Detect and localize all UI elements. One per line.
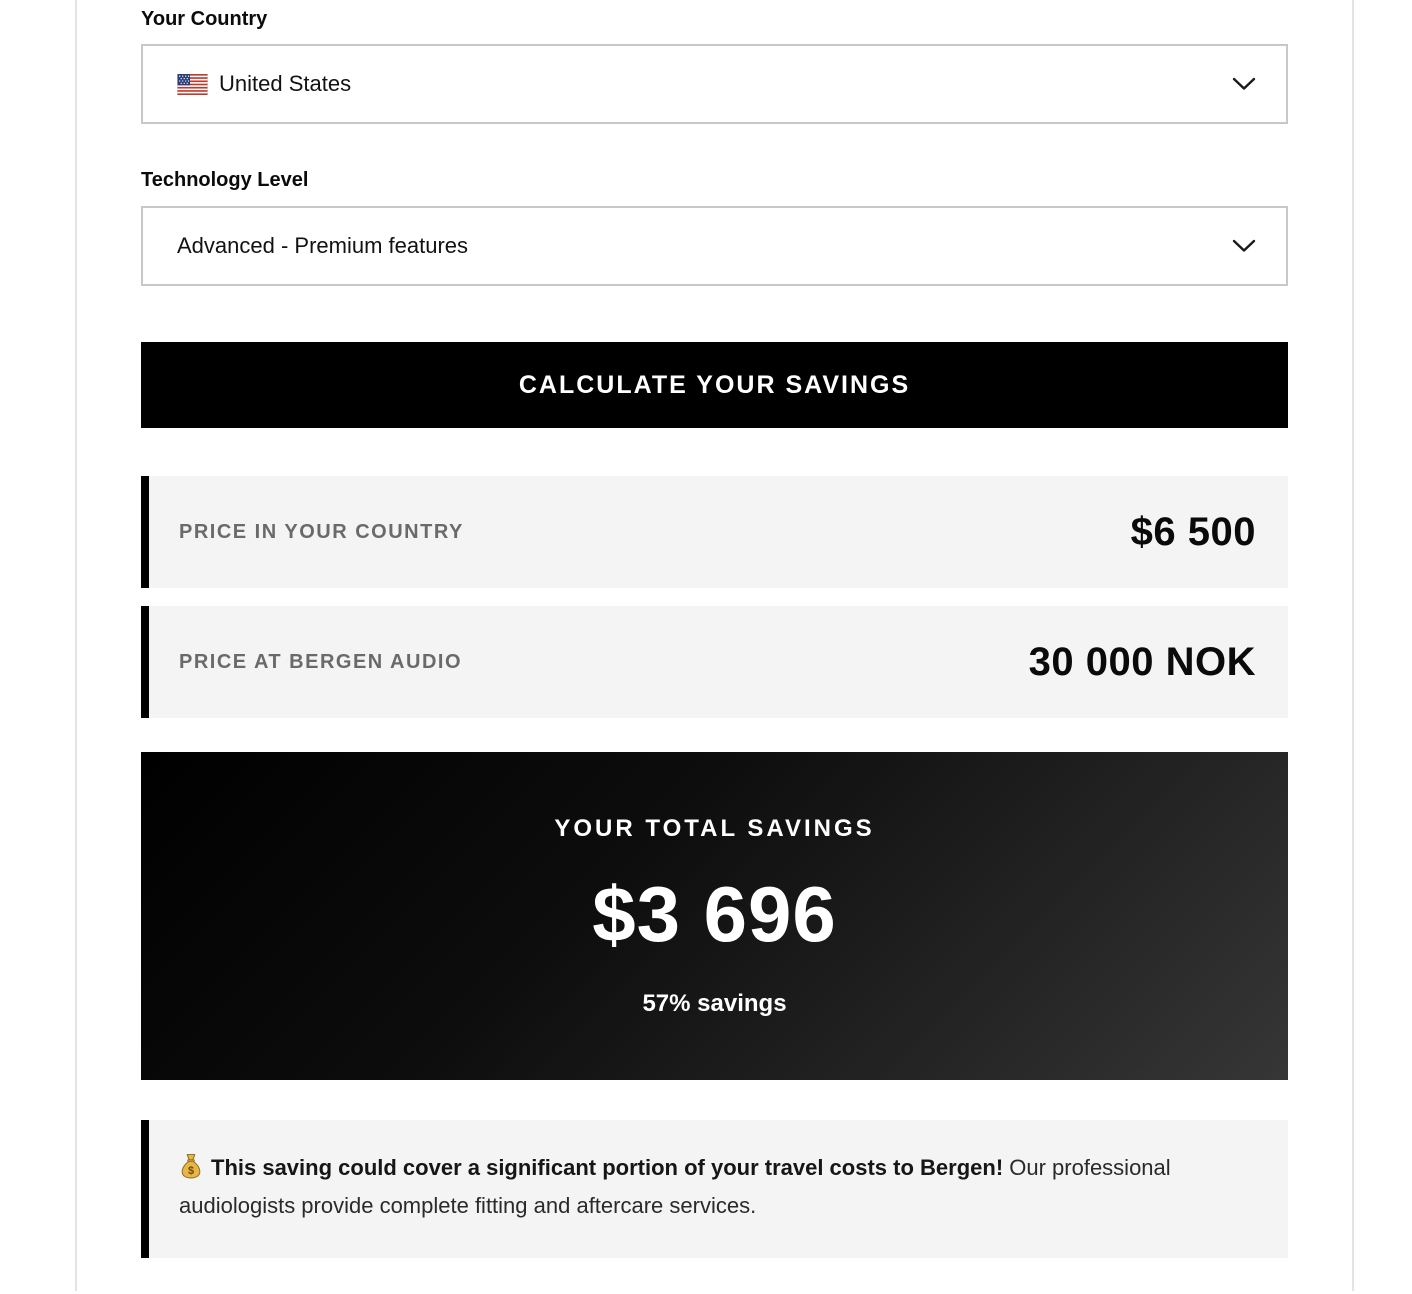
note-regular-text: Our professional audiologists provide complete fitting and aftercare services. [179, 1155, 1171, 1218]
us-flag-icon [177, 74, 208, 95]
country-select-label: United States [219, 71, 352, 96]
svg-text:$: $ [187, 1165, 195, 1177]
price-at-bergen-label: PRICE AT BERGEN AUDIO [179, 650, 462, 673]
price-in-country-label: PRICE IN YOUR COUNTRY [179, 520, 464, 543]
calculate-savings-button[interactable]: CALCULATE YOUR SAVINGS [141, 342, 1288, 428]
total-savings-box [141, 752, 1288, 1080]
total-savings-amount: $3 696 [592, 869, 837, 958]
travel-savings-note [141, 1120, 1288, 1258]
technology-selected-value [177, 233, 1232, 259]
chevron-down-icon [1232, 77, 1256, 91]
savings-calculator-panel [75, 0, 1354, 1291]
technology-select[interactable] [141, 206, 1288, 286]
technology-field-label: Technology Level [141, 169, 309, 191]
price-at-bergen-row [141, 606, 1288, 718]
price-at-bergen-value: 30 000 NOK [1028, 639, 1256, 684]
total-savings-title: YOUR TOTAL SAVINGS [554, 814, 875, 842]
total-savings-percent: 57% savings [642, 989, 787, 1017]
note-bold-text: This saving could cover a significant portion of your travel costs to Bergen! [211, 1155, 1004, 1180]
technology-select-label: Advanced - Premium features [177, 233, 469, 258]
money-bag-icon [179, 1153, 203, 1179]
country-select[interactable] [141, 44, 1288, 124]
price-in-country-row [141, 476, 1288, 588]
country-selected-value [177, 71, 1232, 97]
country-field-label: Your Country [141, 8, 268, 30]
chevron-down-icon [1232, 239, 1256, 253]
price-in-country-value: $6 500 [1130, 509, 1256, 554]
